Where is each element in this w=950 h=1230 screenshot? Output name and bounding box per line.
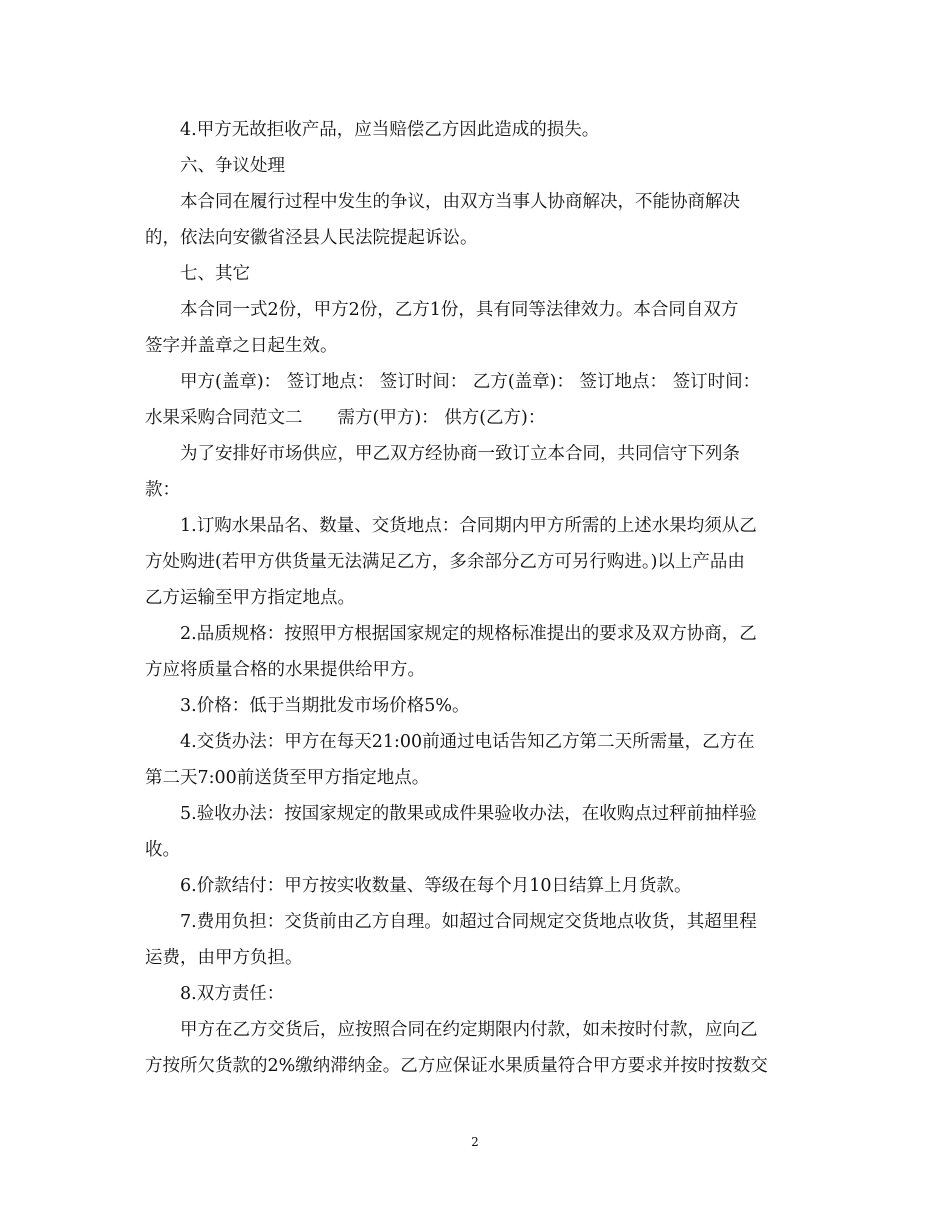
text-line: 方应将质量合格的水果提供给甲方。 — [145, 660, 425, 680]
text-line: 5.验收办法：按国家规定的散果或成件果验收办法，在收购点过秤前抽样验 — [180, 804, 757, 824]
text-line: 为了安排好市场供应，甲乙双方经协商一致订立本合同，共同信守下列条 — [180, 444, 740, 464]
text-line: 甲方(盖章)： 签订地点： 签订时间： 乙方(盖章)： 签订地点： 签订时间： — [180, 372, 761, 392]
text-line: 第二天7:00前送货至甲方指定地点。 — [145, 768, 430, 788]
text-line: 签字并盖章之日起生效。 — [145, 336, 338, 356]
text-line: 7.费用负担：交货前由乙方自理。如超过合同规定交货地点收货，其超里程 — [180, 912, 757, 932]
document-body — [145, 112, 805, 1084]
text-line: 七、其它 — [180, 264, 250, 284]
text-line: 乙方运输至甲方指定地点。 — [145, 588, 355, 608]
text-line: 6.价款结付：甲方按实收数量、等级在每个月10日结算上月货款。 — [180, 876, 692, 896]
text-line: 2.品质规格：按照甲方根据国家规定的规格标准提出的要求及双方协商，乙 — [180, 624, 757, 644]
text-line: 本合同一式2份，甲方2份，乙方1份，具有同等法律效力。本合同自双方 — [180, 300, 739, 320]
page-number: 2 — [471, 1135, 479, 1149]
text-line: 8.双方责任： — [180, 984, 285, 1004]
text-line: 本合同在履行过程中发生的争议，由双方当事人协商解决，不能协商解决 — [180, 192, 740, 212]
text-line: 方处购进(若甲方供货量无法满足乙方，多余部分乙方可另行购进。)以上产品由 — [145, 552, 745, 572]
text-line: 的，依法向安徽省泾县人民法院提起诉讼。 — [145, 228, 478, 248]
text-line: 水果采购合同范文二 需方(甲方)： 供方(乙方)： — [145, 408, 546, 428]
text-line: 运费，由甲方负担。 — [145, 948, 303, 968]
text-line: 甲方在乙方交货后，应按照合同在约定期限内付款，如未按时付款，应向乙 — [180, 1020, 758, 1040]
text-line: 4.甲方无故拒收产品，应当赔偿乙方因此造成的损失。 — [180, 120, 600, 140]
text-line: 3.价格：低于当期批发市场价格5%。 — [180, 696, 470, 716]
text-line: 收。 — [145, 840, 180, 860]
text-line: 4.交货办法：甲方在每天21:00前通过电话告知乙方第二天所需量，乙方在 — [180, 732, 755, 752]
text-line: 1.订购水果品名、数量、交货地点：合同期内甲方所需的上述水果均须从乙 — [180, 516, 757, 536]
text-line: 方按所欠货款的2%缴纳滞纳金。乙方应保证水果质量符合甲方要求并按时按数交 — [145, 1056, 768, 1076]
text-line: 六、争议处理 — [180, 156, 285, 176]
text-line: 款： — [145, 480, 180, 500]
